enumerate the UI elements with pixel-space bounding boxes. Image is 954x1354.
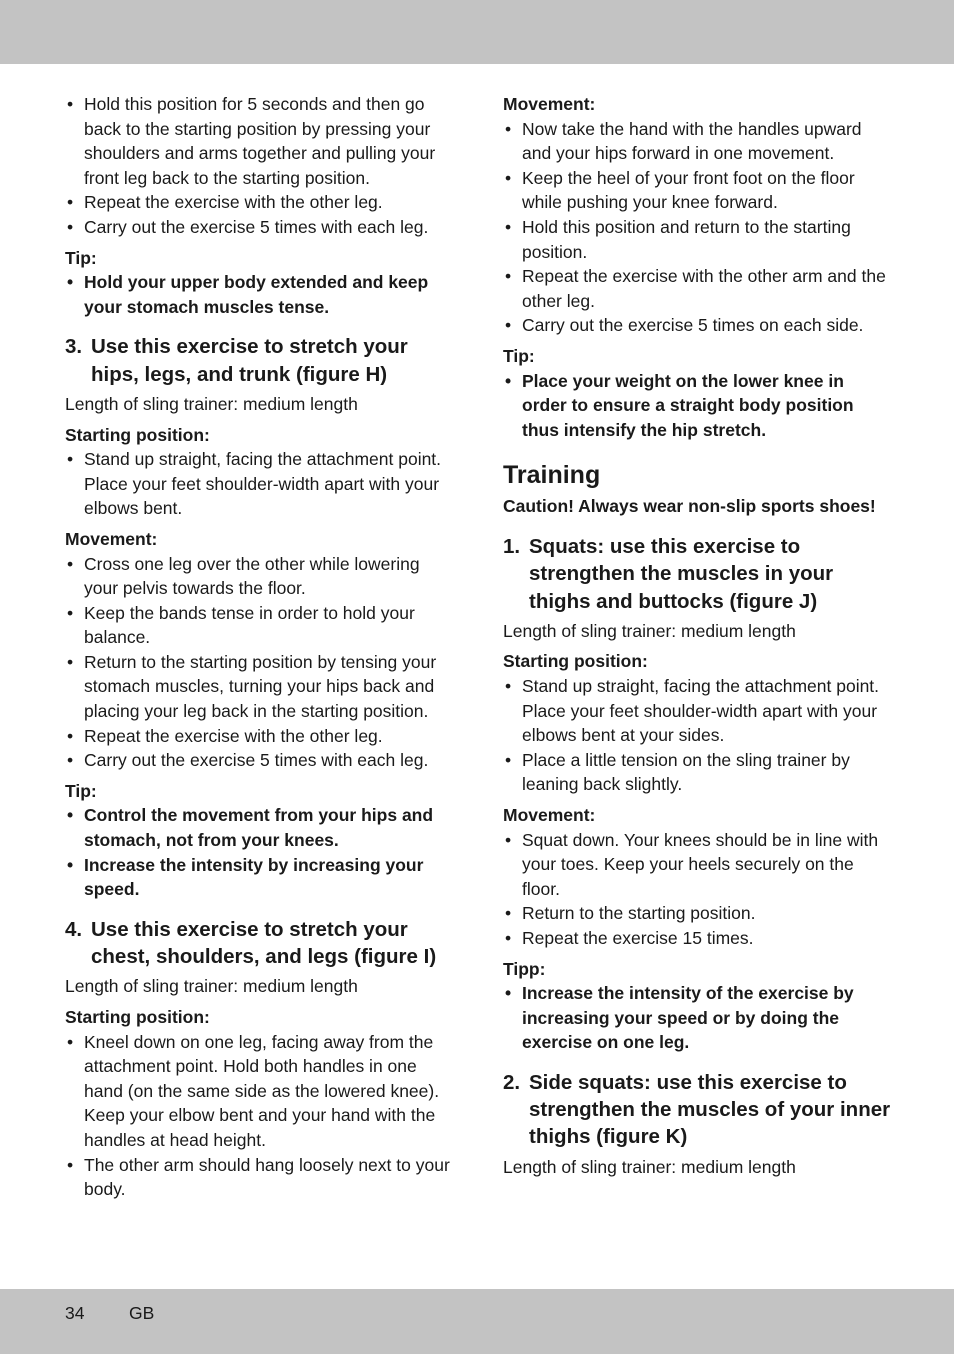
page-number: 34 <box>65 1303 85 1323</box>
starting-position-list <box>65 1030 450 1202</box>
starting-position-list <box>65 447 450 521</box>
caution-note: Caution! Always wear non-slip sports shoes! <box>503 496 876 517</box>
exercise-3-heading <box>65 333 450 388</box>
exercise-2-heading <box>503 1069 893 1151</box>
exercise-title: Side squats: use this exercise to strengthen the muscles of your inner thighs (figure K) <box>529 1070 891 1149</box>
list-item: • Hold this position and return to the starting position. <box>503 215 893 264</box>
tip-list <box>503 981 893 1055</box>
tip-label: Tipp: <box>503 958 546 979</box>
list-item: • Now take the hand with the handles upward and your hips forward in one movement. <box>503 117 893 166</box>
exercise-title: Use this exercise to stretch your chest, shoulders, and legs (figure I) <box>91 917 437 969</box>
exercise-number: 1. <box>503 534 521 558</box>
language-code: GB <box>129 1303 155 1323</box>
movement-label: Movement: <box>503 94 596 114</box>
list-item: • Keep the heel of your front foot on the floor while pushing your knee forward. <box>503 166 893 215</box>
list-item: • Kneel down on one leg, facing away from the attachment point. Hold both handles in one hand (on the same side as the lowered knee). Keep your elbow bent and your hand with the handles at head height. <box>65 1030 450 1153</box>
sling-length-text: Length of sling trainer: medium length <box>65 976 358 997</box>
tip-label: Tip: <box>65 780 97 801</box>
list-item: • Return to the starting position by tensing your stomach muscles, turning your hips back and placing your leg back in the starting position. <box>65 650 450 724</box>
list-item: • Return to the starting position. <box>503 901 893 926</box>
exercise-number: 3. <box>65 335 83 359</box>
sling-length-text: Length of sling trainer: medium length <box>503 1156 796 1177</box>
list-item: • Repeat the exercise with the other arm and the other leg. <box>503 264 893 313</box>
list-item: • Keep the bands tense in order to hold your balance. <box>65 601 450 650</box>
starting-position-list <box>503 674 893 797</box>
list-item: • The other arm should hang loosely next to your body. <box>65 1153 450 1202</box>
movement-list <box>503 117 893 338</box>
list-item: • Hold this position for 5 seconds and then go back to the starting position by pressing your shoulders and arms together and pulling your front leg back to the starting position. <box>65 92 450 190</box>
tip-label: Tip: <box>503 345 535 366</box>
intro-bullet-list <box>65 92 450 240</box>
movement-label: Movement: <box>503 804 596 825</box>
list-item: • Carry out the exercise 5 times with each leg. <box>65 748 450 773</box>
exercise-number: 4. <box>65 917 83 941</box>
list-item: • Control the movement from your hips and stomach, not from your knees. <box>65 803 450 852</box>
starting-position-label: Starting position: <box>65 1007 210 1027</box>
list-item: • Cross one leg over the other while lowering your pelvis towards the floor. <box>65 552 450 601</box>
tip-list <box>65 803 450 901</box>
starting-position-label: Starting position: <box>503 651 648 672</box>
tip-label: Tip: <box>65 247 97 268</box>
exercise-title: Squats: use this exercise to strengthen the muscles in your thighs and buttocks (figure J) <box>529 534 834 613</box>
header-band <box>0 0 954 64</box>
list-item: • Hold your upper body extended and keep your stomach muscles tense. <box>65 270 450 319</box>
list-item: • Stand up straight, facing the attachment point. Place your feet shoulder-width apart with your elbows bent. <box>65 447 450 521</box>
exercise-1-heading <box>503 533 893 615</box>
tip-list <box>503 369 893 443</box>
exercise-number: 2. <box>503 1070 521 1094</box>
list-item: • Repeat the exercise 15 times. <box>503 926 893 951</box>
list-item: • Carry out the exercise 5 times on each side. <box>503 313 893 338</box>
list-item: • Repeat the exercise with the other leg. <box>65 190 450 215</box>
right-column <box>503 92 893 1179</box>
list-item: • Place your weight on the lower knee in order to ensure a straight body position thus intensify the hip stretch. <box>503 369 893 443</box>
training-section-title: Training <box>503 461 601 490</box>
list-item: • Squat down. Your knees should be in line with your toes. Keep your heels securely on the floor. <box>503 828 893 902</box>
sling-length-text: Length of sling trainer: medium length <box>503 620 796 641</box>
movement-list <box>65 552 450 773</box>
sling-length-text: Length of sling trainer: medium length <box>65 393 358 414</box>
list-item: • Place a little tension on the sling trainer by leaning back slightly. <box>503 748 893 797</box>
list-item: • Repeat the exercise with the other leg. <box>65 724 450 749</box>
list-item: • Increase the intensity by increasing your speed. <box>65 853 450 902</box>
tip-list <box>65 270 450 319</box>
movement-label: Movement: <box>65 528 158 549</box>
list-item: • Increase the intensity of the exercise by increasing your speed or by doing the exercise on one leg. <box>503 981 893 1055</box>
movement-list <box>503 828 893 951</box>
list-item: • Carry out the exercise 5 times with each leg. <box>65 215 450 240</box>
left-column <box>65 92 450 1202</box>
exercise-title: Use this exercise to stretch your hips, legs, and trunk (figure H) <box>91 335 408 386</box>
list-item: • Stand up straight, facing the attachment point. Place your feet shoulder-width apart with your elbows bent at your sides. <box>503 674 893 748</box>
starting-position-label: Starting position: <box>65 424 210 445</box>
exercise-4-heading <box>65 916 450 971</box>
